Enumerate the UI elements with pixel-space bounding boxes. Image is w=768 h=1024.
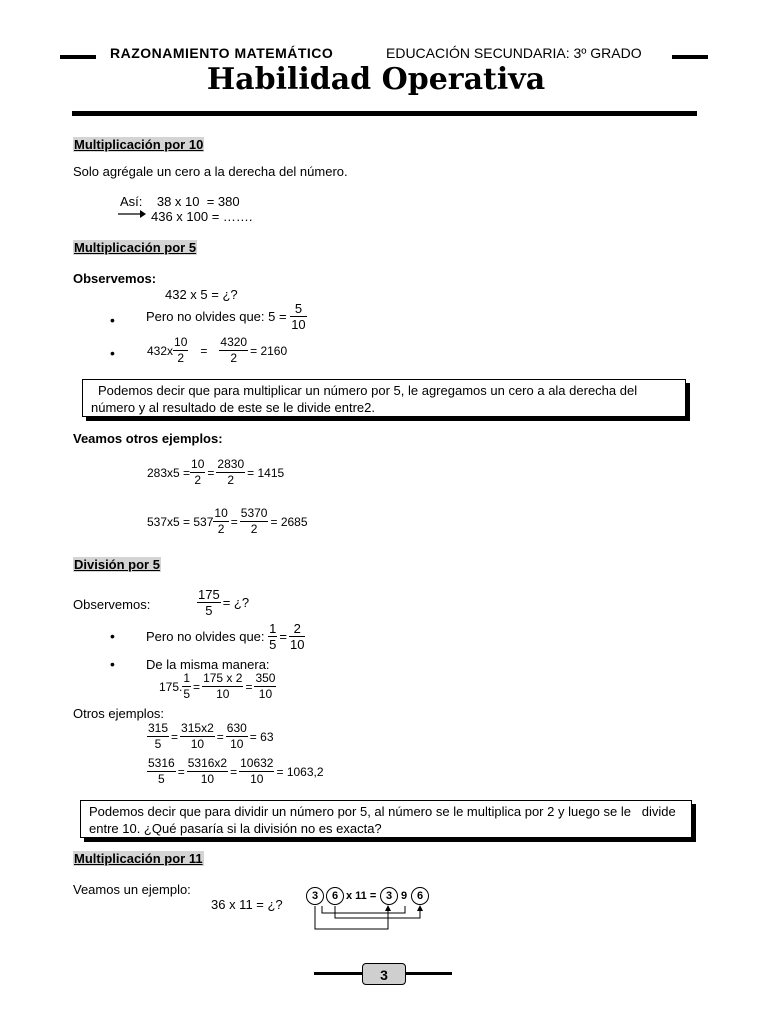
page-number xyxy=(362,963,406,985)
footer-rule-left xyxy=(314,972,362,975)
fraction: $\frac{175}{5}$ xyxy=(198,587,220,618)
fraction: $\frac{5316}{5}$ xyxy=(148,756,175,786)
observe-label: Observemos: xyxy=(73,271,157,286)
digit-circle: 3 xyxy=(306,887,324,905)
mult-10-rule: Solo agrégale un cero a la derecha del número. xyxy=(73,164,348,179)
fraction: $\frac{10}{2}$ xyxy=(191,457,205,487)
hint-text: Pero no olvides que: 5 = xyxy=(146,309,287,324)
times-eleven-label: x 11 = xyxy=(346,890,377,902)
fraction: $\frac{315}{5}$ xyxy=(148,721,169,751)
mult-5-hint xyxy=(146,301,307,332)
example-537: 537x5 = 537 $\frac{10}{2}$ = $\frac{5370}{2}$ = 2685 xyxy=(147,506,308,536)
digit-sum: 9 xyxy=(401,890,408,902)
bullet-dot: • xyxy=(110,312,115,328)
example-283: 283x5 = $\frac{10}{2}$ = $\frac{2830}{2}$ = 1415 xyxy=(147,457,285,487)
bullet-dot: • xyxy=(110,628,115,644)
mult-11-intro: Veamos un ejemplo: xyxy=(73,882,191,897)
mult-5-calc: 432x $\frac{10}{2}$ = $\frac{4320}{2}$ = 2160 xyxy=(147,335,288,365)
div-5-summary-box xyxy=(80,800,692,838)
bullet-dot: • xyxy=(110,345,115,361)
header-rule-right xyxy=(672,55,708,59)
div-5-example-315: $\frac{315}{5}$ = $\frac{315x2}{10}$ = $\frac{630}{10}$ = 63 xyxy=(148,721,274,751)
fraction: $\frac{175 x 2}{10}$ xyxy=(203,671,243,701)
digit-circle: 3 xyxy=(380,887,398,905)
div-5-hint: Pero no olvides que: $\frac{1}{5}$ = $\frac{2}{10}$ xyxy=(146,621,305,652)
fraction: $\frac{5370}{2}$ xyxy=(240,506,268,536)
other-examples-label: Otros ejemplos: xyxy=(73,706,165,721)
header-level: EDUCACIÓN SECUNDARIA: 3º GRADO xyxy=(386,45,642,61)
summary-text: Podemos decir que para multiplicar un número por 5, le agregamos un cero a ala derecha del número y al resultado de este se le divide entre2. xyxy=(91,383,638,415)
mult-5-summary-box xyxy=(82,379,686,417)
fraction: $\frac{1}{5}$ xyxy=(183,671,191,701)
fraction: $\frac{1}{5}$ xyxy=(269,621,277,652)
digit-circle: 6 xyxy=(411,887,429,905)
fraction: $\frac{10632}{10}$ xyxy=(240,756,274,786)
mult-5-question: 432 x 5 = ¿? xyxy=(165,287,238,302)
bullet-dot: • xyxy=(110,656,115,672)
page-number-text: 3 xyxy=(380,967,388,983)
mult-10-example-1: Así: 38 x 10 = 380 xyxy=(120,194,240,209)
header-subject: RAZONAMIENTO MATEMÁTICO xyxy=(110,45,334,61)
title-underline xyxy=(72,111,697,116)
section-heading-div-5: División por 5 xyxy=(74,557,160,572)
fraction: $\frac{350}{10}$ xyxy=(255,671,276,701)
footer-rule-right xyxy=(406,972,452,975)
more-examples-label: Veamos otros ejemplos: xyxy=(73,431,223,446)
header-rule-left xyxy=(60,55,96,59)
fraction: $\frac{315x2}{10}$ xyxy=(181,721,214,751)
digit-connector-lines xyxy=(300,904,440,934)
section-heading-mult-11: Multiplicación por 11 xyxy=(74,851,203,866)
section-heading-mult-5: Multiplicación por 5 xyxy=(74,240,197,255)
fraction: $\frac{5}{10}$ xyxy=(291,301,306,332)
mult-11-question: 36 x 11 = ¿? xyxy=(211,897,283,912)
page-title: Habilidad Operativa xyxy=(206,62,546,97)
fraction: $\frac{5316x2}{10}$ xyxy=(187,756,228,786)
fraction: $\frac{2830}{2}$ xyxy=(217,457,245,487)
fraction: $\frac{10}{2}$ xyxy=(214,506,228,536)
mult-10-example-2: 436 x 100 = ……. xyxy=(151,209,253,224)
same-way-label: De la misma manera: xyxy=(146,657,270,672)
fraction: $\frac{10}{2}$ xyxy=(174,335,188,365)
div-5-example-175: 175. $\frac{1}{5}$ = $\frac{175 x 2}{10}$ = $\frac{350}{10}$ xyxy=(159,671,276,701)
div-5-question: $\frac{175}{5}$ = ¿? xyxy=(198,587,250,618)
fraction: $\frac{4320}{2}$ xyxy=(220,335,248,365)
fraction: $\frac{2}{10}$ xyxy=(289,621,305,652)
section-heading-mult-10: Multiplicación por 10 xyxy=(74,137,204,152)
digit-circle: 6 xyxy=(326,887,344,905)
arrow-right-icon xyxy=(118,209,146,219)
div-5-example-5316: $\frac{5316}{5}$ = $\frac{5316x2}{10}$ = $\frac{10632}{10}$ = 1063,2 xyxy=(148,756,324,786)
fraction: $\frac{630}{10}$ xyxy=(226,721,247,751)
summary-text: Podemos decir que para dividir un número por 5, al número se le multiplica por 2 y luego se le divide entre 10. ¿Qué pasaría si la división no es exacta? xyxy=(89,804,680,836)
div-5-observe-label: Observemos: xyxy=(73,597,151,612)
